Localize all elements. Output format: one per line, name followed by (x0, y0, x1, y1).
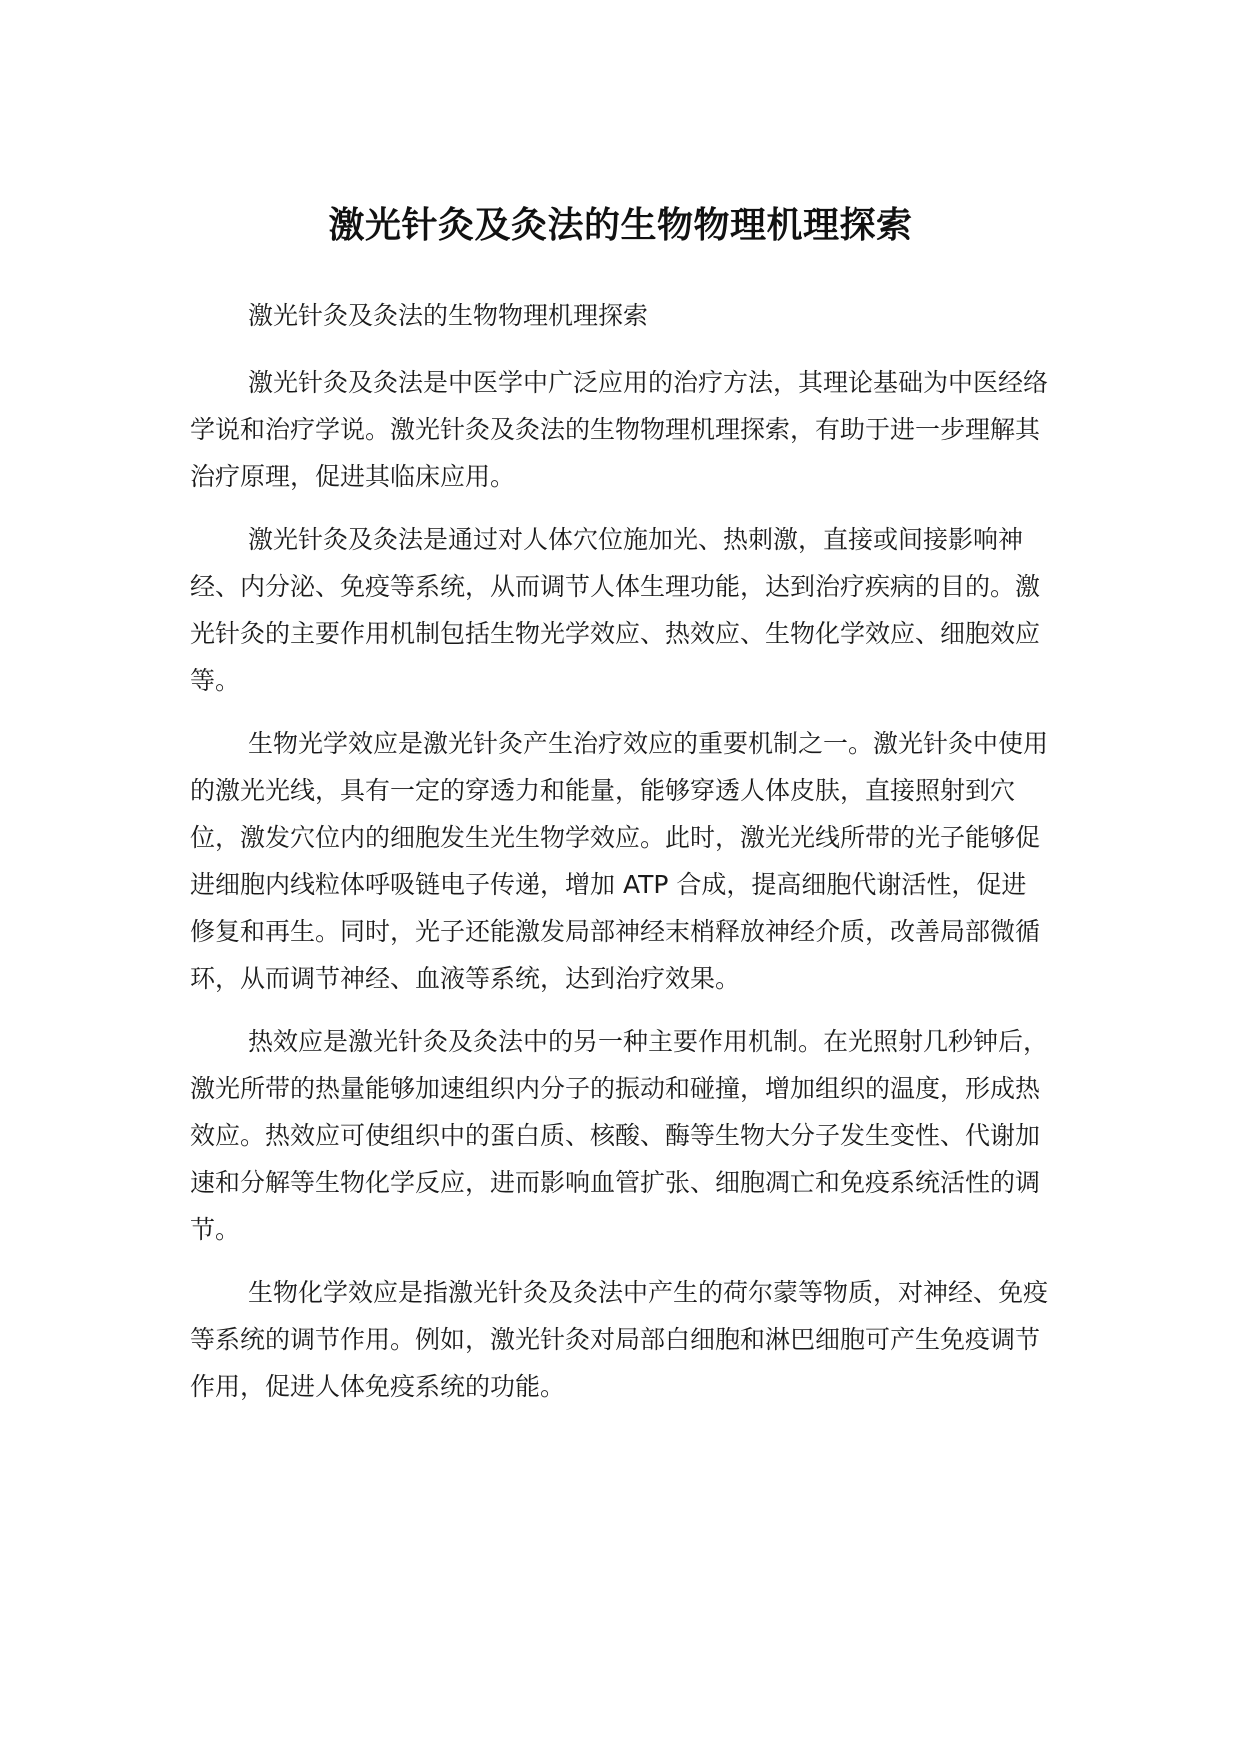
paragraph-mechanism-overview: 激光针灸及灸法是通过对人体穴位施加光、热刺激，直接或间接影响神经、内分泌、免疫等系统，从而调节人体生理功能，达到治疗疾病的目的。激光针灸的主要作用机制包括生物光学效应、热效应、生物化学效应、细胞效应等。 (190, 525, 1041, 695)
paragraph-thermal-effect: 热效应是激光针灸及灸法中的另一种主要作用机制。在光照射几秒钟后，激光所带的热量能够加速组织内分子的振动和碰撞，增加组织的温度，形成热效应。热效应可使组织中的蛋白质、核酸、酶等生物大分子发生变性、代谢加速和分解等生物化学反应，进而影响血管扩张、细胞凋亡和免疫系统活性的调节。 (190, 1027, 1049, 1244)
document-title: 激光针灸及灸法的生物物理机理探索 (328, 205, 913, 247)
paragraph-subtitle: 激光针灸及灸法的生物物理机理探索 (248, 301, 649, 330)
paragraph-biophotonic-effect: 生物光学效应是激光针灸产生治疗效应的重要机制之一。激光针灸中使用的激光光线，具有一定的穿透力和能量，能够穿透人体皮肤，直接照射到穴位，激发穴位内的细胞发生光生物学效应。此时，激光光线所带的光子能够促进细胞内线粒体呼吸链电子传递，增加 ATP 合成，提高细胞代谢活性，促进修复和再生。同时，光子还能激发局部神经末梢释放神经介质，改善局部微循环，从而调节神经、血液等系统，达到治疗效果。 (190, 729, 1049, 993)
paragraph-introduction: 激光针灸及灸法是中医学中广泛应用的治疗方法，其理论基础为中医经络学说和治疗学说。激光针灸及灸法的生物物理机理探索，有助于进一步理解其治疗原理，促进其临床应用。 (190, 368, 1049, 491)
paragraph-biochemical-effect: 生物化学效应是指激光针灸及灸法中产生的荷尔蒙等物质，对神经、免疫等系统的调节作用。例如，激光针灸对局部白细胞和淋巴细胞可产生免疫调节作用，促进人体免疫系统的功能。 (190, 1278, 1049, 1401)
document-body (190, 292, 1050, 1426)
